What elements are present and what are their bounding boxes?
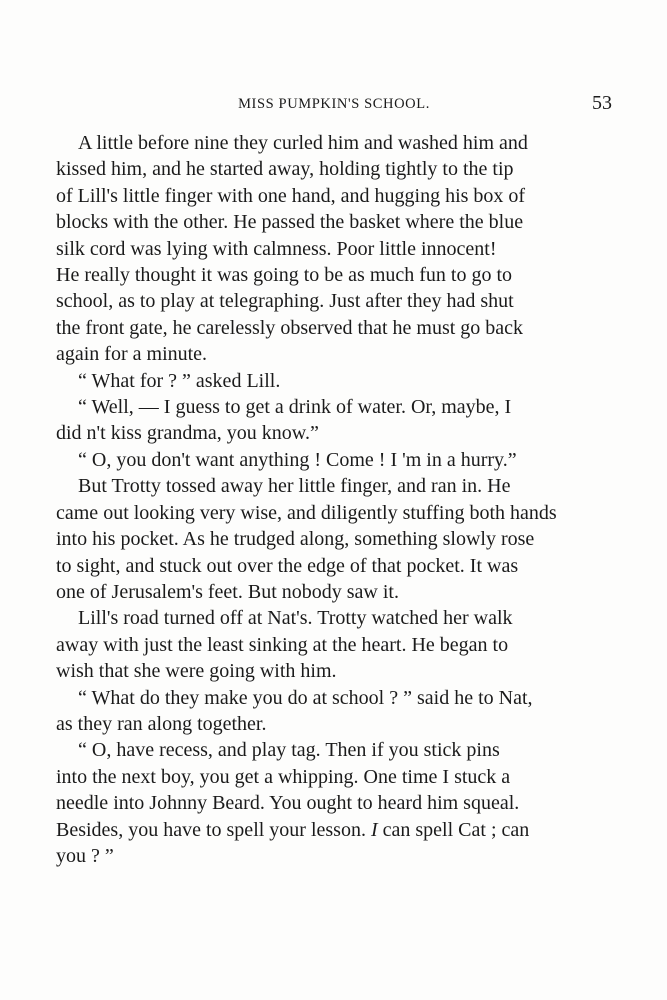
paragraph: “ Well, — I guess to get a drink of water. Or, maybe, I did n't kiss grandma, you know.” [56, 396, 512, 445]
paragraph: A little before nine they curled him and washed him and kissed him, and he started away, holding tightly to the tip of Lill's little finger with one hand, and hugging his box of blocks with the other. He passed the basket where the blue silk cord was lying with calmness. Poor little innocent! He really thought it was going to be as much fun to go to school, as to play at telegraphing. Just after they had shut the front gate, he carelessly observed that he must go back again for a minute. [56, 132, 528, 366]
paragraph-text: “ O, have recess, and play tag. Then if you stick pins into the next boy, you get a whipping. One time I stuck a needle into Johnny Beard. You ought to heard him squeal. Besides, you have to spell your lesson. [56, 739, 520, 841]
paragraph: “ O, you don't want anything ! Come ! I 'm in a hurry.” [78, 448, 517, 471]
page-number: 53 [592, 92, 612, 114]
paragraph: But Trotty tossed away her little finger, and ran in. He came out looking very wise, and diligently stuffing both hands into his pocket. As he trudged along, something slowly rose to sight, and stuck out over the edge of that pocket. It was one of Jerusalem's feet. But nobody saw it. [56, 475, 557, 603]
paragraph-text: can spell Cat ; can you ? ” [56, 818, 530, 867]
running-head [56, 92, 612, 116]
running-title: MISS PUMPKIN'S SCHOOL. [238, 96, 430, 112]
body-text [56, 130, 612, 869]
paragraph [56, 737, 612, 869]
paragraph: “ What for ? ” asked Lill. [78, 369, 281, 392]
emphasis-text: I [370, 818, 378, 841]
paragraph: Lill's road turned off at Nat's. Trotty watched her walk away with just the least sinking at the heart. He began to wish that she were going with him. [56, 607, 513, 683]
paragraph: “ What do they make you do at school ? ” said he to Nat, as they ran along together. [56, 686, 533, 735]
